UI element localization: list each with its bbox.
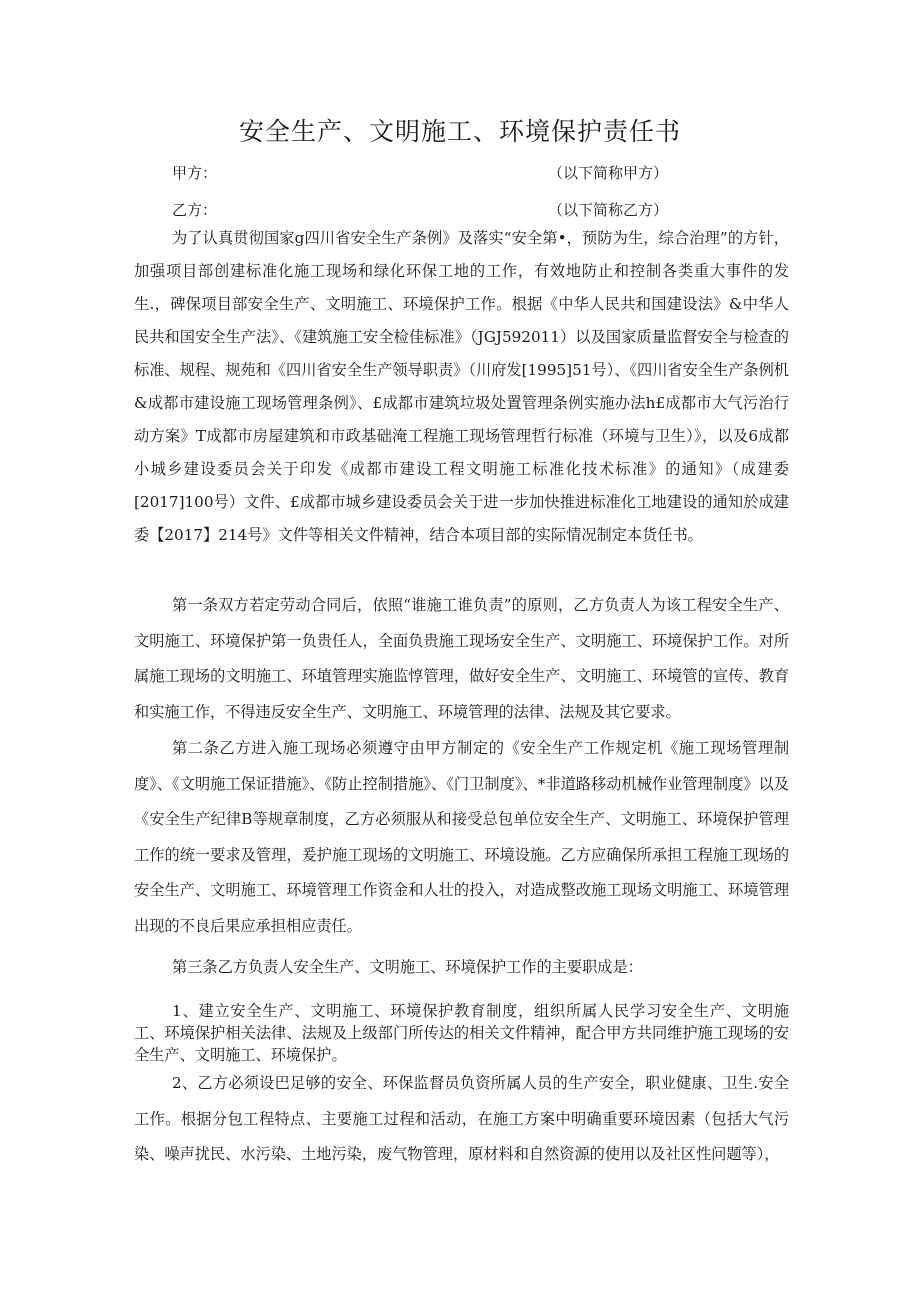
paragraph-item-1: 1、建立安全生产、文明施工、环境保护教育制度，组织所属人民学习安全生产、文明施工、环境保护相关法律、法规及上级部门所传达的相关文件精神，配合甲方共同维护施工现场的安全生产、文明施工、环境保护。 bbox=[134, 1002, 789, 1064]
paragraph-item-2: 2、乙方必须设巴足够的安全、环保监督员负资所属人员的生产安全，职业健康、卫生.安全工作。根据分包工程特点、主要施工过程和活动，在施工方案中明确重要环境因素（包括大气污染、噪声扰民、水污染、土地污染，废气物管理，原材料和自然资源的使用以及社区性问题等）， bbox=[134, 1074, 789, 1163]
party-a-label: 甲方： bbox=[172, 164, 218, 182]
paragraph-preamble: 为了认真贯彻国家g四川省安全生产条例》及落实“安全第•，预防为生，综合治理”的方针，加强项目部创建标准化施工现场和绿化环保工地的工作，有效地防止和控制各类重大事件的发生.，碑保项目部安全生产、文明施工、环境保护工作。根据《中华人民共和国建设法》&中华人民共和国安全生产法》、《建筑施工安全检佳标准》（JGJ592011）以及国家质量监督安全与检查的标准、规程、规苑和《四川省安全生产领导职责》（川府发[1995]51号）、《四川省安全生产条例机&成都市建设施工现场管理条例》、£成都市建筑垃圾处置管理条例实施办法h£成都市大气污治行动方案》T成都市房屋建筑和市政基础淹工程施工现场管理哲行标准（环境与卫生）》，以及6成都小城乡建设委员会关于印发《成都市建设工程文明施工标准化技术标准》的通知》（成建委[2017]100号）文件、£成都市城乡建设委员会关于进一步加快推进标准化工地建设的通知於成建委【2017】214号》文件等相关文件精神，结合本项目部的实际情况制定本货任书。 bbox=[134, 229, 789, 544]
paragraph-article-1: 第一条双方若定劳动合同后，依照“谁施工谁负责”的原则，乙方负责人为该工程安全生产、文明施工、环境保护第一负贵任人，全面负贵施工现场安全生产、文明施工、环境保护工作。对所属施工现场的文明施工、环埴管理实施监惇管理，做好安全生产、文明施工、环境管的宣传、教育和实施工作，不得违反安全生产、文明施工、环境管理的法律、法规及其它要求。 bbox=[134, 596, 789, 721]
party-a-note: （以下简称甲方） bbox=[548, 164, 669, 182]
paragraph-article-3: 第三条乙方负责人安全生产、文明施工、环境保护工作的主要职成是： bbox=[172, 958, 643, 976]
party-b-label: 乙方： bbox=[172, 201, 218, 219]
paragraph-article-2: 第二条乙方进入施工现场必须遵守由甲方制定的《安全生产工作规定机《施工现场管理制度》、《文明施工保证措施》、《防止控制措施》、《门卫制度》、*非道路移动机械作业管理制度》以及《安全生产纪律B等规章制度，乙方必须服从和接受总包单位安全生产、文明施工、环境保护管理工作的统一要求及管理，爰护施工现场的文明施工、环境设施。乙方应确保所承担工程施工现场的安全生产、文明施工、环境管理工作资金和人壮的投入，对造成整改施工现场文明施工、环境管理出现的不良后果应承担相应责任。 bbox=[134, 739, 789, 935]
party-b-note: （以下简称乙方） bbox=[548, 201, 669, 219]
document-title: 安全生产、文明施工、环境保护责任书 bbox=[238, 117, 681, 146]
